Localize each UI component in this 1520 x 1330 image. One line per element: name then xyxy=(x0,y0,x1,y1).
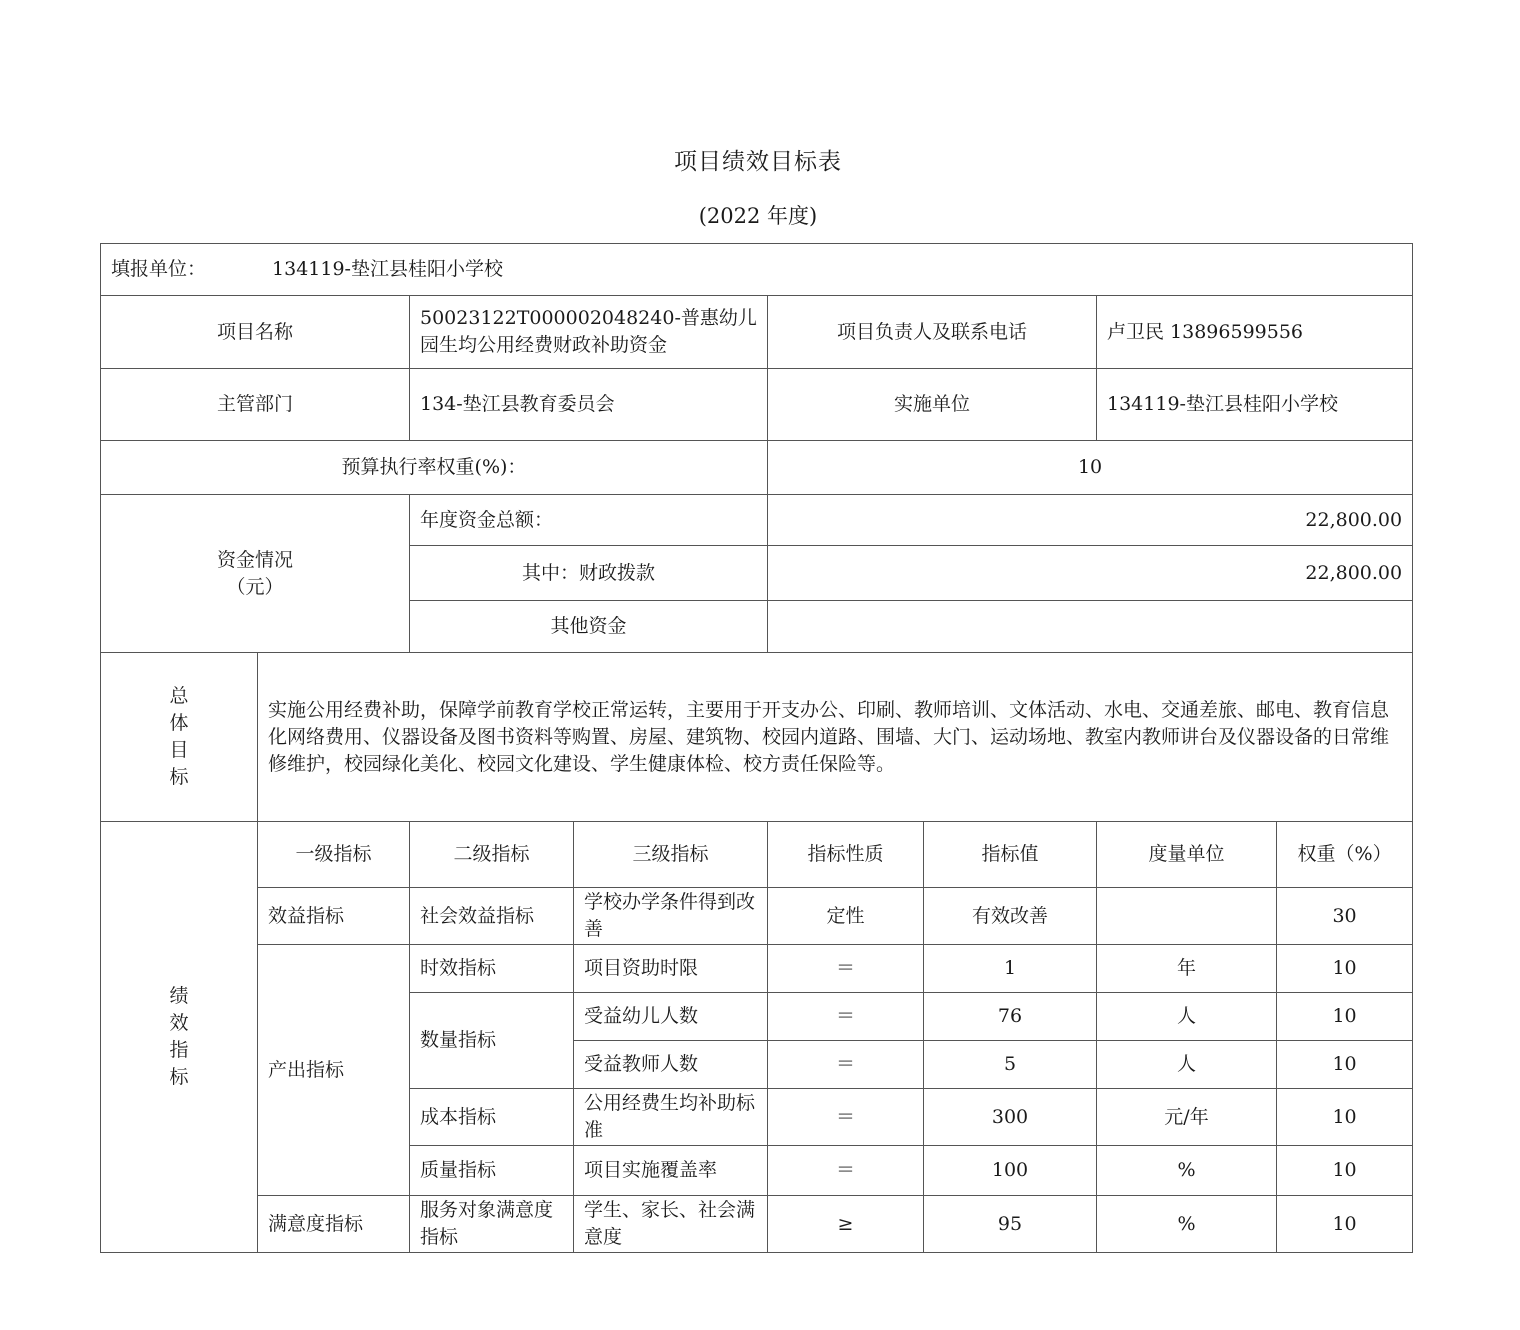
level2-quantity: 数量指标 xyxy=(410,993,574,1089)
table-row xyxy=(101,888,1413,945)
header-unit: 度量单位 xyxy=(1097,822,1277,888)
project-contact-label: 项目负责人及联系电话 xyxy=(768,296,1097,369)
budget-weight-label: 预算执行率权重(%)： xyxy=(101,441,768,495)
budget-weight-value: 10 xyxy=(768,441,1413,495)
value-cell: 有效改善 xyxy=(924,888,1097,945)
funds-label: 资金情况 xyxy=(216,548,293,571)
weight-cell: 10 xyxy=(1277,1041,1413,1089)
unit-cell: 年 xyxy=(1097,945,1277,993)
header-value: 指标值 xyxy=(924,822,1097,888)
nature-cell: ＝ xyxy=(768,1089,924,1146)
funds-other-label: 其他资金 xyxy=(410,601,768,653)
value-cell: 100 xyxy=(924,1146,1097,1196)
dept-value: 134-垫江县教育委员会 xyxy=(410,369,768,441)
budget-weight-row xyxy=(101,441,1413,495)
overall-goal-label: 总 体 目 标 xyxy=(101,653,258,822)
value-cell: 1 xyxy=(924,945,1097,993)
level1-satisfaction: 满意度指标 xyxy=(258,1196,410,1253)
page-title: 项目绩效目标表 xyxy=(674,149,842,175)
header-level1: 一级指标 xyxy=(258,822,410,888)
level1-output: 产出指标 xyxy=(258,945,410,1196)
nature-cell: ＝ xyxy=(768,993,924,1041)
level2-time: 时效指标 xyxy=(410,945,574,993)
level2-service: 服务对象满意度指标 xyxy=(410,1196,574,1253)
nature-cell: ＝ xyxy=(768,945,924,993)
level3-cell: 项目实施覆盖率 xyxy=(574,1146,768,1196)
value-cell: 76 xyxy=(924,993,1097,1041)
level3-cell: 学校办学条件得到改善 xyxy=(574,888,768,945)
reporting-unit-value: 134119-垫江县桂阳小学校 xyxy=(272,258,503,280)
header-weight: 权重（%） xyxy=(1277,822,1413,888)
unit-cell: % xyxy=(1097,1196,1277,1253)
weight-cell: 10 xyxy=(1277,945,1413,993)
funds-unit: （元） xyxy=(226,575,284,598)
funds-other-value xyxy=(768,601,1413,653)
level1-benefit: 效益指标 xyxy=(258,888,410,945)
level2-cost: 成本指标 xyxy=(410,1089,574,1146)
weight-cell: 10 xyxy=(1277,1089,1413,1146)
table-row xyxy=(101,1196,1413,1253)
level2-quality: 质量指标 xyxy=(410,1146,574,1196)
nature-cell: ＝ xyxy=(768,1041,924,1089)
table-row xyxy=(101,945,1413,993)
weight-cell: 10 xyxy=(1277,993,1413,1041)
reporting-unit-cell xyxy=(101,244,1413,296)
unit-cell: % xyxy=(1097,1146,1277,1196)
weight-cell: 10 xyxy=(1277,1196,1413,1253)
funds-fiscal-value: 22,800.00 xyxy=(768,546,1413,601)
level3-cell: 学生、家长、社会满意度 xyxy=(574,1196,768,1253)
project-name-label: 项目名称 xyxy=(101,296,410,369)
impl-value: 134119-垫江县桂阳小学校 xyxy=(1097,369,1413,441)
value-cell: 5 xyxy=(924,1041,1097,1089)
unit-cell xyxy=(1097,888,1277,945)
unit-cell: 元/年 xyxy=(1097,1089,1277,1146)
level3-cell: 公用经费生均补助标准 xyxy=(574,1089,768,1146)
level3-cell: 受益教师人数 xyxy=(574,1041,768,1089)
performance-target-table xyxy=(100,243,1413,1253)
project-contact-value: 卢卫民 13896599556 xyxy=(1097,296,1413,369)
funds-total-label: 年度资金总额： xyxy=(410,495,768,546)
funds-fiscal-label: 其中：财政拨款 xyxy=(410,546,768,601)
level3-cell: 受益幼儿人数 xyxy=(574,993,768,1041)
dept-label: 主管部门 xyxy=(101,369,410,441)
impl-label: 实施单位 xyxy=(768,369,1097,441)
level2-social: 社会效益指标 xyxy=(410,888,574,945)
funds-total-value: 22,800.00 xyxy=(768,495,1413,546)
value-cell: 95 xyxy=(924,1196,1097,1253)
weight-cell: 30 xyxy=(1277,888,1413,945)
page-subtitle: (2022 年度) xyxy=(698,204,818,228)
indicator-header-row xyxy=(101,822,1413,888)
project-name-row xyxy=(101,296,1413,369)
nature-cell: ≥ xyxy=(768,1196,924,1253)
level3-cell: 项目资助时限 xyxy=(574,945,768,993)
header-level2: 二级指标 xyxy=(410,822,574,888)
reporting-unit-label: 填报单位： xyxy=(111,258,207,280)
overall-goal-text: 实施公用经费补助，保障学前教育学校正常运转，主要用于开支办公、印刷、教师培训、文体活动、水电、交通差旅、邮电、教育信息化网络费用、仪器设备及图书资料等购置、房屋、建筑物、校园内道路、围墙、大门、运动场地、教室内教师讲台及仪器设备的日常维修维护，校园绿化美化、校园文化建设、学生健康体检、校方责任保险等。 xyxy=(258,653,1413,822)
reporting-unit-row xyxy=(101,244,1413,296)
nature-cell: 定性 xyxy=(768,888,924,945)
nature-cell: ＝ xyxy=(768,1146,924,1196)
header-level3: 三级指标 xyxy=(574,822,768,888)
project-name-value: 50023122T000002048240-普惠幼儿园生均公用经费财政补助资金 xyxy=(410,296,768,369)
weight-cell: 10 xyxy=(1277,1146,1413,1196)
performance-label: 绩 效 指 标 xyxy=(101,822,258,1253)
unit-cell: 人 xyxy=(1097,1041,1277,1089)
unit-cell: 人 xyxy=(1097,993,1277,1041)
department-row xyxy=(101,369,1413,441)
funds-total-row xyxy=(101,495,1413,546)
value-cell: 300 xyxy=(924,1089,1097,1146)
header-nature: 指标性质 xyxy=(768,822,924,888)
overall-goal-row xyxy=(101,653,1413,822)
funds-label-cell xyxy=(101,495,410,653)
